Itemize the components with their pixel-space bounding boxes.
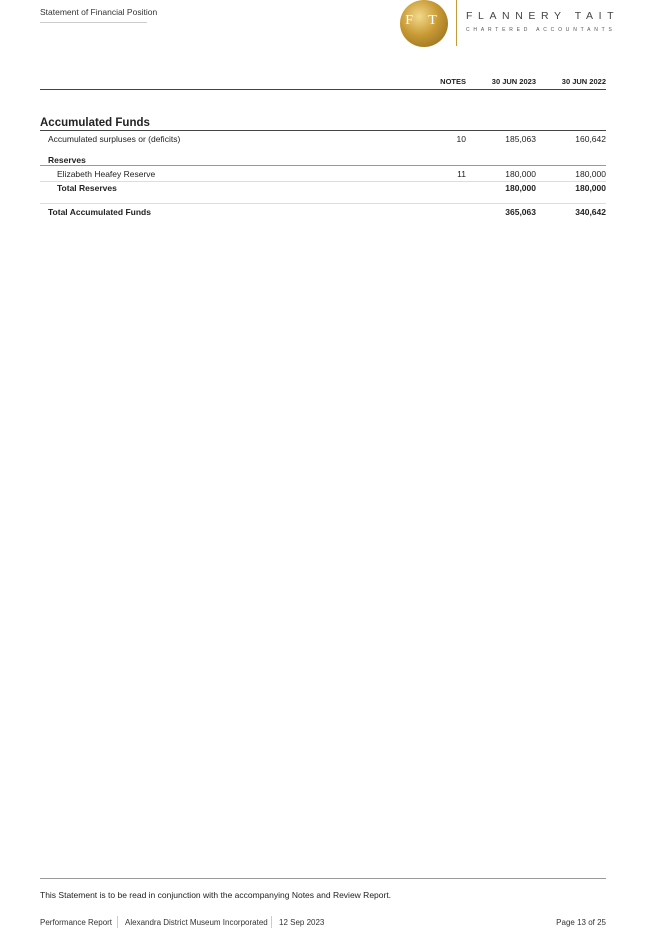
row-surplus-prior: 160,642 [575,134,606,144]
reserves-heading: Reserves [48,155,86,165]
firm-name: FLANNERY TAIT [466,10,620,22]
column-header-current-year: 30 JUN 2023 [491,77,536,86]
row-reserve-label: Elizabeth Heafey Reserve [57,169,156,179]
row-total-funds-prior: 340,642 [575,207,606,217]
firm-subtitle: CHARTERED ACCOUNTANTS [466,27,616,33]
firm-logo-monogram [400,0,448,47]
section-title: Accumulated Funds [40,117,150,129]
row-surplus-label: Accumulated surpluses or (deficits) [48,134,181,144]
column-header-notes: NOTES [440,77,466,86]
reserves-heading-rule [40,165,606,166]
section-title-rule [40,130,606,131]
row-surplus-note: 10 [456,134,466,144]
footer-date: 12 Sep 2023 [279,918,325,927]
logo-divider [456,0,457,46]
row-reserve-current: 180,000 [505,169,536,179]
footer-separator [117,916,118,928]
column-header-rule [40,89,606,90]
row-reserve-rule [40,181,606,182]
row-total-reserves-label: Total Reserves [57,183,117,193]
column-header-prior-year: 30 JUN 2022 [561,77,606,86]
row-total-reserves-prior: 180,000 [575,183,606,193]
row-reserve-prior: 180,000 [575,169,606,179]
total-funds-rule [40,203,606,204]
row-reserve-note: 11 [457,169,466,179]
footer-organisation: Alexandra District Museum Incorporated [125,918,268,927]
header-underline [40,22,147,23]
footer-report-name: Performance Report [40,918,113,927]
row-total-funds-current: 365,063 [505,207,536,217]
row-surplus-current: 185,063 [505,134,536,144]
footer-separator [271,916,272,928]
row-total-reserves-current: 180,000 [505,183,536,193]
footer-rule [40,878,606,879]
footer-page-number: Page 13 of 25 [556,918,606,927]
logo-monogram-text: F T [405,13,443,28]
row-total-funds-label: Total Accumulated Funds [48,207,151,217]
page-header-title: Statement of Financial Position [40,7,158,17]
footer-disclaimer: This Statement is to be read in conjunction with the accompanying Notes and Review Report. [40,890,392,900]
